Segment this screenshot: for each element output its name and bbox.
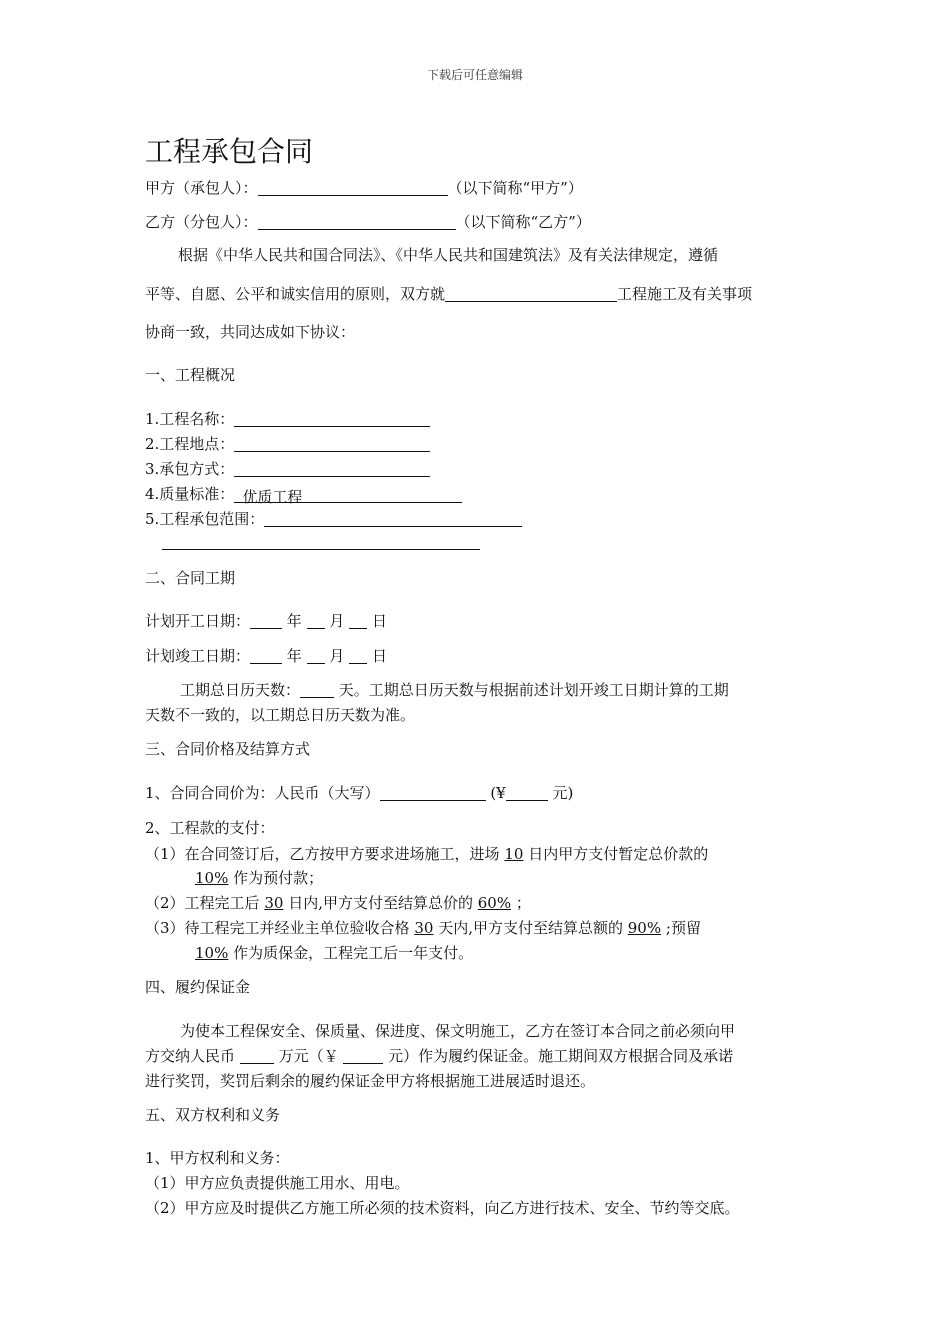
quality-standard-field[interactable]: 优质工程 bbox=[234, 486, 462, 503]
section-3-heading: 三、合同价格及结算方式 bbox=[145, 740, 311, 758]
party-b-label: 乙方（分包人）： bbox=[145, 213, 258, 231]
overview-item-5-label: 5.工程承包范围： bbox=[145, 510, 265, 528]
start-year-field[interactable] bbox=[250, 611, 282, 629]
payment-item-3 bbox=[145, 917, 701, 938]
start-date-label: 计划开工日期： bbox=[145, 612, 251, 630]
project-name-field[interactable] bbox=[234, 409, 430, 427]
party-a-blank[interactable] bbox=[258, 178, 448, 196]
section-2-heading: 二、合同工期 bbox=[145, 569, 236, 587]
payment-3-text-b: 天内,甲方支付至结算总额的 bbox=[438, 919, 623, 937]
deposit-yen-field[interactable] bbox=[343, 1046, 383, 1064]
contract-price-line bbox=[145, 782, 573, 803]
header-note: 下载后可任意编辑 bbox=[426, 68, 523, 82]
price-words-field[interactable] bbox=[380, 783, 486, 801]
total-days-label: 工期总日历天数： bbox=[180, 681, 301, 699]
payment-item-2 bbox=[145, 892, 531, 913]
payment-2-text-a: （2）工程完工后 bbox=[145, 894, 260, 912]
overview-item-4-label: 4.质量标准： bbox=[145, 485, 235, 503]
total-days-line-2: 天数不一致的，以工期总日历天数为准。 bbox=[145, 706, 416, 724]
overview-item-2 bbox=[145, 433, 430, 454]
start-month-field[interactable] bbox=[307, 611, 325, 629]
payment-item-1-cont bbox=[195, 867, 323, 888]
intro-line-1: 根据《中华人民共和国合同法》、《中华人民共和国建筑法》及有关法律规定，遵循 bbox=[178, 246, 719, 264]
payment-3-text-d: 作为质保金，工程完工后一年支付。 bbox=[233, 944, 474, 962]
intro-line-3: 协商一致，共同达成如下协议： bbox=[145, 323, 356, 341]
scope-field-continued bbox=[162, 532, 480, 551]
overview-item-1 bbox=[145, 408, 430, 429]
payment-heading: 2、工程款的支付： bbox=[145, 819, 275, 837]
total-days-field[interactable] bbox=[300, 680, 334, 698]
payment-1-days[interactable]: 10 bbox=[504, 845, 524, 863]
payment-item-3-cont bbox=[195, 942, 473, 963]
party-a-label: 甲方（承包人）： bbox=[145, 179, 258, 197]
deposit-amount-field[interactable] bbox=[240, 1046, 274, 1064]
price-amount-field[interactable] bbox=[506, 783, 548, 801]
party-a-suffix: （以下简称“甲方”） bbox=[447, 179, 583, 197]
payment-3-percent[interactable]: 90% bbox=[627, 919, 662, 937]
intro-line-2b: 工程施工及有关事项 bbox=[617, 285, 753, 303]
payment-3-text-c: ;预留 bbox=[665, 919, 701, 937]
end-date-label: 计划竣工日期： bbox=[145, 647, 251, 665]
deposit-line-3: 进行奖罚，奖罚后剩余的履约保证金甲方将根据施工进展适时退还。 bbox=[145, 1072, 596, 1090]
party-b-suffix: （以下简称“乙方”） bbox=[455, 213, 591, 231]
price-yen-open: (¥ bbox=[490, 784, 506, 802]
overview-item-1-label: 1.工程名称： bbox=[145, 410, 235, 428]
page-title: 工程承包合同 bbox=[145, 135, 314, 168]
section-4-heading: 四、履约保证金 bbox=[145, 978, 251, 996]
payment-3-days[interactable]: 30 bbox=[414, 919, 434, 937]
end-month-unit: 月 bbox=[329, 647, 345, 665]
payment-2-days[interactable]: 30 bbox=[264, 894, 284, 912]
deposit-line-2 bbox=[145, 1045, 733, 1066]
end-year-field[interactable] bbox=[250, 646, 282, 664]
start-year-unit: 年 bbox=[286, 612, 302, 630]
party-b-line bbox=[145, 211, 591, 232]
scope-field-line-2[interactable] bbox=[162, 532, 480, 550]
deposit-text-a: 方交纳人民币 bbox=[145, 1047, 236, 1065]
start-day-field[interactable] bbox=[349, 611, 367, 629]
scope-field[interactable] bbox=[264, 509, 522, 527]
payment-1-text-b: 日内甲方支付暂定总价款的 bbox=[528, 845, 709, 863]
payment-1-text-a: （1）在合同签订后，乙方按甲方要求进场施工，进场 bbox=[145, 845, 500, 863]
start-date-line bbox=[145, 610, 387, 631]
price-yen-close: 元) bbox=[552, 784, 574, 802]
end-month-field[interactable] bbox=[307, 646, 325, 664]
project-location-field[interactable] bbox=[234, 434, 430, 452]
payment-item-1 bbox=[145, 843, 708, 864]
start-month-unit: 月 bbox=[329, 612, 345, 630]
party-a-duties-heading: 1、甲方权利和义务： bbox=[145, 1149, 290, 1167]
end-date-line bbox=[145, 645, 387, 666]
party-a-duty-2: （2）甲方应及时提供乙方施工所必须的技术资料，向乙方进行技术、安全、节约等交底。 bbox=[145, 1199, 740, 1217]
contract-method-field[interactable] bbox=[234, 459, 430, 477]
start-day-unit: 日 bbox=[371, 612, 387, 630]
deposit-line-1: 为使本工程保安全、保质量、保进度、保文明施工，乙方在签订本合同之前必须向甲 bbox=[180, 1022, 736, 1040]
overview-item-3-label: 3.承包方式： bbox=[145, 460, 235, 478]
deposit-text-c: 元）作为履约保证金。施工期间双方根据合同及承诺 bbox=[388, 1047, 734, 1065]
payment-2-percent[interactable]: 60% bbox=[477, 894, 512, 912]
project-name-blank[interactable] bbox=[445, 284, 617, 302]
section-1-heading: 一、工程概况 bbox=[145, 366, 236, 384]
contract-price-label: 1、合同合同价为：人民币（大写） bbox=[145, 784, 380, 802]
payment-1-text-c: 作为预付款； bbox=[233, 869, 324, 887]
overview-item-2-label: 2.工程地点： bbox=[145, 435, 235, 453]
party-a-line bbox=[145, 177, 583, 198]
payment-3-text-a: （3）待工程完工并经业主单位验收合格 bbox=[145, 919, 410, 937]
party-a-duty-1: （1）甲方应负责提供施工用水、用电。 bbox=[145, 1174, 410, 1192]
intro-line-2a: 平等、自愿、公平和诚实信用的原则，双方就 bbox=[145, 285, 446, 303]
end-day-field[interactable] bbox=[349, 646, 367, 664]
payment-2-text-b: 日内,甲方支付至结算总价的 bbox=[288, 894, 473, 912]
retention-percent[interactable]: 10% bbox=[195, 944, 229, 962]
total-days-line bbox=[180, 679, 729, 700]
end-day-unit: 日 bbox=[371, 647, 387, 665]
intro-line-2 bbox=[145, 283, 752, 304]
end-year-unit: 年 bbox=[286, 647, 302, 665]
deposit-text-b: 万元（￥ bbox=[278, 1047, 339, 1065]
overview-item-5 bbox=[145, 508, 522, 529]
party-b-blank[interactable] bbox=[258, 212, 456, 230]
overview-item-3 bbox=[145, 458, 430, 479]
overview-item-4 bbox=[145, 483, 462, 504]
payment-1-percent[interactable]: 10% bbox=[195, 869, 229, 887]
payment-2-text-c: ； bbox=[515, 894, 531, 912]
section-5-heading: 五、双方权利和义务 bbox=[145, 1106, 281, 1124]
total-days-text: 天。工期总日历天数与根据前述计划开竣工日期计算的工期 bbox=[338, 681, 729, 699]
